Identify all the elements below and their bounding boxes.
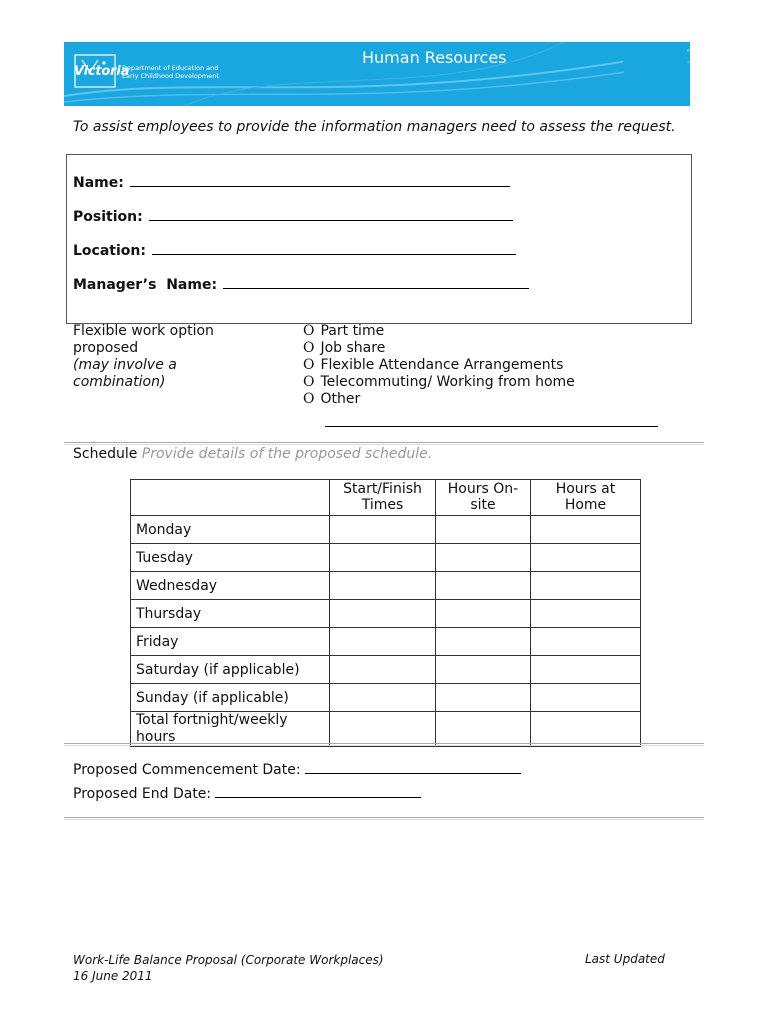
row-label: Wednesday	[131, 572, 330, 600]
table-row-total	[131, 712, 641, 747]
option-telecommuting[interactable]: O Telecommuting/ Working from home	[303, 374, 575, 390]
row-label: Monday	[131, 516, 330, 544]
footer-form-info	[73, 952, 384, 984]
flexible-option-list	[303, 323, 575, 408]
option-job-share[interactable]: O Job share	[303, 340, 386, 356]
row-label: Tuesday	[131, 544, 330, 572]
name-label: Name:	[73, 175, 124, 191]
table-row	[131, 544, 641, 572]
radio-circle-icon[interactable]: O	[303, 374, 315, 390]
table-row	[131, 628, 641, 656]
table-cell[interactable]	[531, 544, 641, 572]
schedule-table	[130, 479, 641, 747]
name-field[interactable]	[73, 172, 510, 191]
footer-last-updated: Last Updated	[585, 952, 665, 966]
column-header-hours-home: Hours at Home	[531, 480, 641, 516]
commencement-date-field[interactable]	[73, 759, 521, 778]
table-cell[interactable]	[330, 600, 436, 628]
divider	[64, 743, 704, 746]
location-label: Location:	[73, 243, 146, 259]
row-label: Thursday	[131, 600, 330, 628]
row-label: Sunday (if applicable)	[131, 684, 330, 712]
manager-label: Manager’s Name:	[73, 277, 218, 293]
manager-input-line[interactable]	[223, 274, 529, 289]
table-cell[interactable]	[436, 572, 531, 600]
table-cell[interactable]	[330, 516, 436, 544]
row-label: Friday	[131, 628, 330, 656]
table-cell[interactable]	[531, 516, 641, 544]
table-cell[interactable]	[330, 572, 436, 600]
footer-date: 16 June 2011	[73, 969, 153, 983]
table-cell[interactable]	[436, 656, 531, 684]
table-cell[interactable]	[531, 684, 641, 712]
table-row	[131, 600, 641, 628]
table-cell[interactable]	[531, 600, 641, 628]
table-cell[interactable]	[436, 600, 531, 628]
table-row	[131, 572, 641, 600]
location-input-line[interactable]	[152, 240, 516, 255]
logo-text: Victoria	[74, 64, 130, 79]
table-cell[interactable]	[330, 544, 436, 572]
position-field[interactable]	[73, 206, 513, 225]
name-input-line[interactable]	[130, 172, 510, 187]
row-label-total: Total fortnight/weekly hours	[131, 712, 330, 747]
radio-circle-icon[interactable]: O	[303, 340, 315, 356]
corner-square-graphic	[622, 42, 689, 105]
table-row	[131, 684, 641, 712]
commencement-date-input-line[interactable]	[305, 759, 521, 774]
table-cell[interactable]	[330, 712, 436, 747]
table-cell[interactable]	[531, 656, 641, 684]
header-banner	[64, 42, 690, 106]
table-cell[interactable]	[436, 712, 531, 747]
footer-form-name: Work-Life Balance Proposal (Corporate Workplaces)	[73, 953, 384, 967]
department-name: Department of Education and Early Childhood Development	[122, 64, 219, 80]
intro-text: To assist employees to provide the information managers need to assess the request.	[73, 119, 676, 135]
column-header-hours-onsite: Hours On- site	[436, 480, 531, 516]
option-other[interactable]: O Other	[303, 391, 361, 407]
radio-circle-icon[interactable]: O	[303, 323, 315, 339]
end-date-field[interactable]	[73, 783, 421, 802]
row-label: Saturday (if applicable)	[131, 656, 330, 684]
option-flexible-attendance[interactable]: O Flexible Attendance Arrangements	[303, 357, 564, 373]
divider	[64, 442, 704, 445]
table-cell[interactable]	[531, 628, 641, 656]
table-row	[131, 656, 641, 684]
other-input-line[interactable]	[325, 426, 658, 427]
location-field[interactable]	[73, 240, 516, 259]
table-cell[interactable]	[531, 572, 641, 600]
manager-field[interactable]	[73, 274, 529, 293]
radio-circle-icon[interactable]: O	[303, 357, 315, 373]
option-part-time[interactable]: O Part time	[303, 323, 385, 339]
employee-details-box	[66, 154, 692, 324]
table-cell[interactable]	[436, 684, 531, 712]
column-header-start-finish: Start/Finish Times	[330, 480, 436, 516]
end-date-input-line[interactable]	[215, 783, 421, 798]
position-input-line[interactable]	[149, 206, 513, 221]
banner-title: Human Resources	[362, 48, 507, 67]
table-cell[interactable]	[531, 712, 641, 747]
table-cell[interactable]	[330, 656, 436, 684]
radio-circle-icon[interactable]: O	[303, 391, 315, 407]
position-label: Position:	[73, 209, 143, 225]
header-blank-cell	[131, 480, 330, 516]
table-row	[131, 516, 641, 544]
end-date-label: Proposed End Date:	[73, 786, 212, 802]
schedule-heading: Schedule Provide details of the proposed schedule.	[73, 446, 433, 462]
table-header-row	[131, 480, 641, 516]
commencement-date-label: Proposed Commencement Date:	[73, 762, 301, 778]
table-cell[interactable]	[436, 516, 531, 544]
table-cell[interactable]	[436, 544, 531, 572]
flexible-option-label: Flexible work option proposed (may involve a combination)	[73, 323, 214, 390]
table-cell[interactable]	[330, 684, 436, 712]
divider	[64, 817, 704, 820]
table-cell[interactable]	[330, 628, 436, 656]
table-cell[interactable]	[436, 628, 531, 656]
